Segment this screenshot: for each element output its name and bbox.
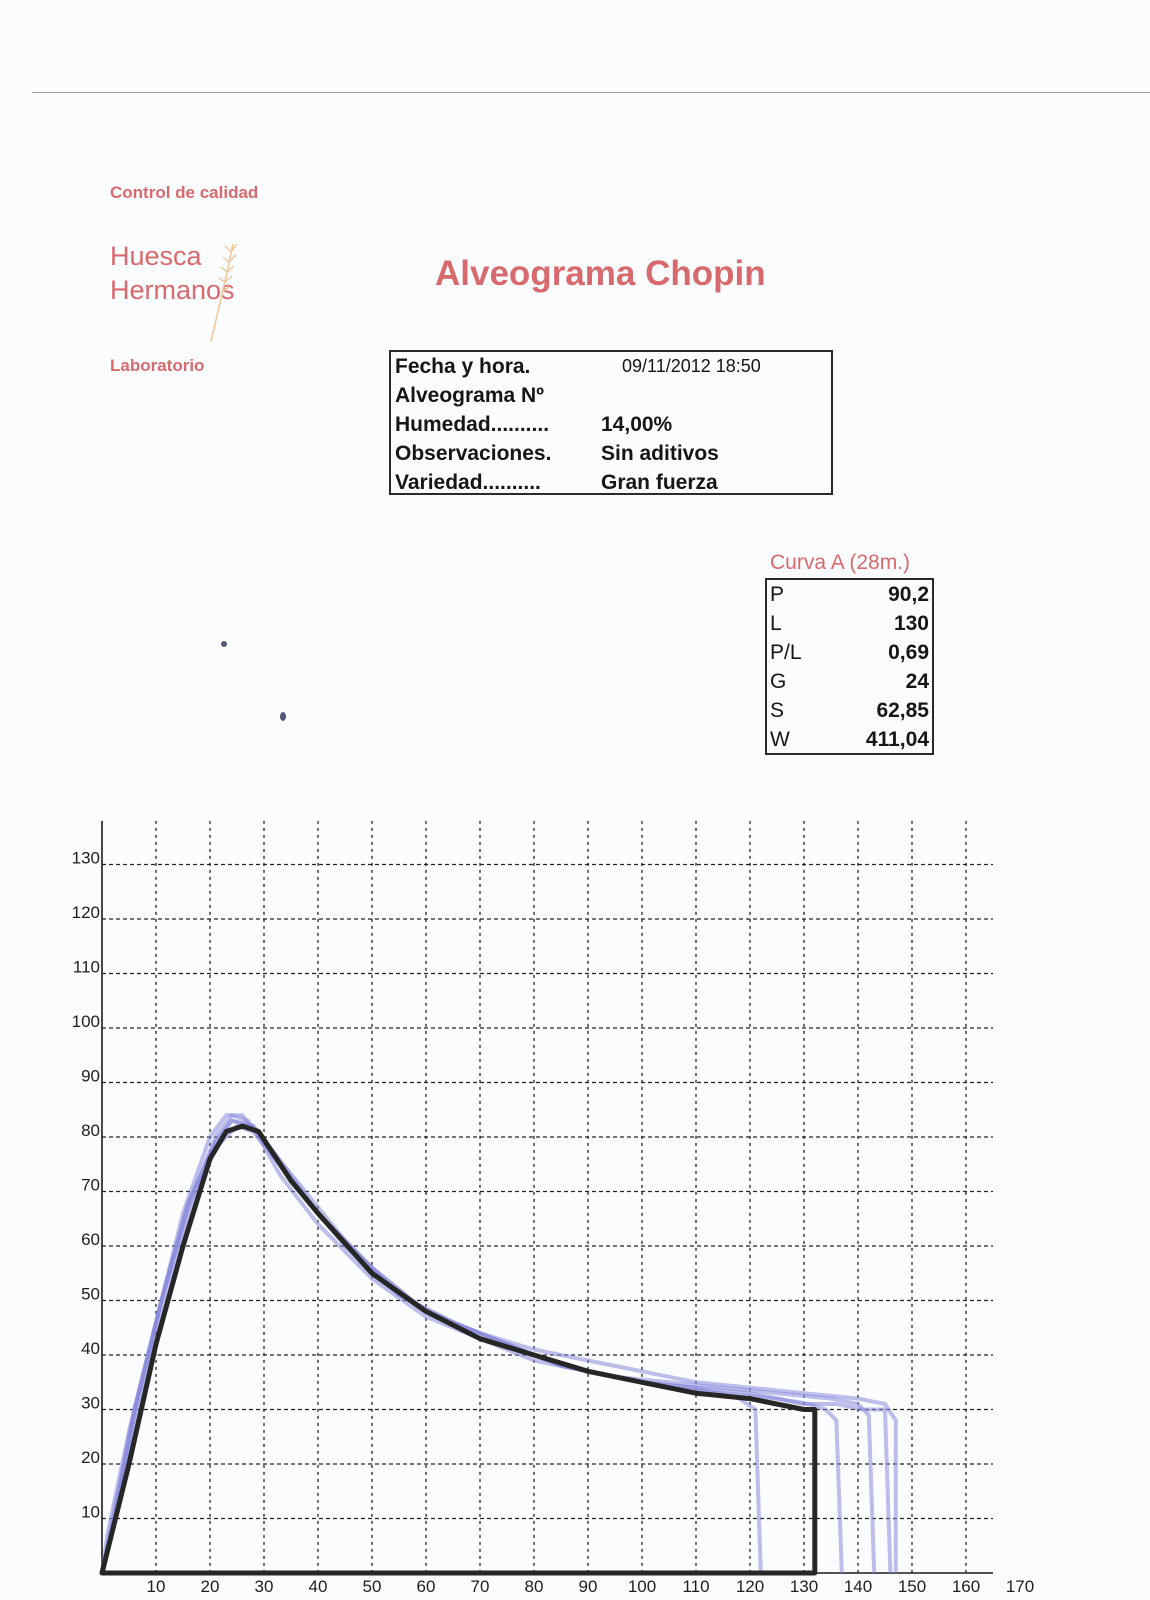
y-tick-label: 100 [71, 1012, 100, 1031]
x-tick-label: 20 [200, 1577, 220, 1596]
result-label: L [770, 612, 782, 635]
result-label: W [770, 728, 790, 751]
x-tick-label: 80 [524, 1577, 544, 1596]
y-tick-label: 90 [81, 1066, 100, 1086]
logo-line-1: Huesca [110, 241, 202, 271]
y-tick-label: 130 [71, 848, 100, 868]
x-tick-label: 10 [146, 1577, 166, 1596]
x-tick-label: 150 [897, 1577, 927, 1596]
y-tick-label: 110 [72, 957, 100, 977]
y-tick-label: 30 [81, 1393, 100, 1413]
info-label: Variedad.......... [395, 471, 541, 494]
result-label: P/L [770, 641, 802, 664]
page-title: Alveograma Chopin [435, 254, 766, 293]
mean-curve-line [102, 1126, 815, 1573]
result-value: 411,04 [865, 728, 929, 751]
y-tick-label: 70 [81, 1175, 100, 1195]
info-label: Fecha y hora. [395, 355, 531, 378]
laboratory-label: Laboratorio [110, 356, 205, 375]
info-label: Humedad.......... [395, 413, 550, 436]
x-tick-label: 170 [1005, 1577, 1035, 1596]
x-tick-label: 160 [951, 1577, 981, 1596]
y-tick-label: 120 [71, 903, 100, 922]
result-label: S [770, 699, 785, 722]
x-tick-label: 70 [470, 1577, 490, 1596]
info-value: Gran fuerza [601, 471, 718, 494]
y-tick-labels [72, 849, 100, 1522]
info-value: 09/11/2012 18:50 [622, 356, 761, 376]
result-value: 0,69 [888, 641, 929, 664]
info-label: Alveograma Nº [395, 384, 544, 407]
y-tick-label: 40 [81, 1339, 100, 1358]
x-tick-labels [147, 1577, 1035, 1596]
result-value: 130 [893, 612, 929, 635]
x-tick-label: 110 [682, 1577, 710, 1596]
chart-grid [102, 821, 993, 1573]
pressure-curves [102, 1115, 896, 1573]
curve-results-title: Curva A (28m.) [770, 551, 911, 574]
y-tick-label: 10 [81, 1502, 100, 1522]
y-tick-label: 50 [81, 1284, 100, 1304]
info-value: Sin aditivos [601, 442, 719, 465]
x-tick-label: 120 [735, 1577, 765, 1596]
control-label: Control de calidad [110, 183, 259, 202]
x-tick-label: 40 [308, 1577, 328, 1596]
info-value: 14,00% [601, 413, 673, 436]
result-label: P [770, 583, 785, 606]
x-tick-label: 130 [789, 1577, 819, 1596]
result-label: G [770, 670, 787, 693]
info-label: Observaciones. [395, 442, 552, 465]
result-value: 90,2 [888, 583, 929, 606]
trial-curve-line [102, 1121, 842, 1573]
x-tick-label: 60 [416, 1577, 436, 1596]
result-value: 24 [905, 670, 929, 693]
x-tick-label: 90 [578, 1577, 598, 1596]
x-tick-label: 50 [362, 1577, 382, 1596]
chart-axes [102, 821, 993, 1573]
x-tick-label: 140 [843, 1577, 873, 1596]
logo-line-2: Hermanos [110, 275, 235, 305]
x-tick-label: 100 [627, 1577, 657, 1596]
y-tick-label: 80 [81, 1121, 100, 1140]
y-tick-label: 60 [81, 1230, 100, 1249]
x-tick-label: 30 [254, 1577, 274, 1596]
y-tick-label: 20 [81, 1448, 100, 1467]
result-value: 62,85 [876, 699, 929, 722]
